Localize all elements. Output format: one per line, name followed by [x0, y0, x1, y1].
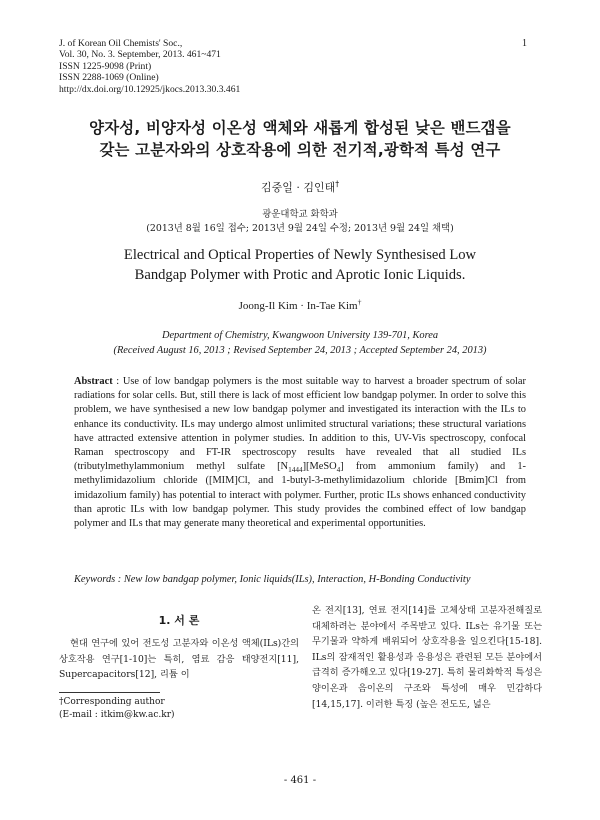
abstract-text-a: : Use of low bandgap polymers is the most suitable way to harvest a broader spectrum of solar radiations for solar cells. But, still there is lack of most efficient low bandgap polymer. In order to solve this problem, we have synthesised a new low bandgap polymer and investigated its interaction with the ILs to enhance its conductivity. ILs may undergo almost unlimited structural variations; these structural variations have attracted extensive attention in polymer studies. In addition to this, UV-Vis spectroscopy, confocal Raman spectroscopy and FT-IR spectroscopy results have revealed that all studied ILs (tributylmethylammonium methyl sulfate [N — [74, 376, 526, 473]
english-affiliation: Department of Chemistry, Kwangwoon University 139-701, Korea — [161, 330, 439, 341]
english-author-names: Joong-Il Kim · In-Tae Kim — [238, 300, 358, 312]
korean-authors — [0, 179, 600, 195]
right-column — [312, 603, 542, 712]
footnote-divider — [59, 692, 160, 693]
abstract-text-c: ] from ammonium family) and 1-methylimidazolium chloride ([MIM]Cl, and 1-butyl-3-methylimidazolium chloride [Bmim]Cl from imidazolium family) has potential to interact with polymer. Further, protic ILs shows enhanced conductivity than aprotic ILs with low bandgap polymer. This study provides the combined effect of low bandgap polymer and ILs that may generate many theoretical and experimental opportunities. — [74, 461, 527, 530]
footnote-email: (E-mail : itkim@kw.ac.kr) — [59, 709, 175, 720]
abstract — [74, 375, 526, 531]
english-title — [0, 245, 600, 285]
page-number-top: 1 — [522, 38, 527, 49]
issn-online: ISSN 2288-1069 (Online) — [59, 72, 159, 84]
abstract-sub-2: 4 — [336, 466, 341, 475]
doi-link[interactable]: http://dx.doi.org/10.12925/jkocs.2013.30.3.461 — [59, 83, 241, 95]
page-footer-number: - 461 - — [283, 775, 317, 786]
footnote-corresponding: †Corresponding author — [59, 696, 165, 707]
left-column — [59, 603, 299, 722]
korean-title — [0, 117, 600, 161]
korean-affiliation: 광운대학교 화학과 — [262, 209, 338, 220]
corresponding-mark-en: † — [357, 297, 362, 307]
english-title-line-1: Electrical and Optical Properties of Newly Synthesised Low — [123, 247, 477, 263]
journal-volume: Vol. 30, No. 3. September, 2013. 461~471 — [59, 49, 221, 61]
korean-title-line-2: 갖는 고분자와의 상호작용에 의한 전기적,광학적 특성 연구 — [99, 141, 501, 159]
abstract-text-b: ][MeSO — [302, 461, 337, 473]
journal-name: J. of Korean Oil Chemists' Soc., — [59, 38, 183, 49]
intro-paragraph: 현대 연구에 있어 전도성 고분자와 이온성 액체(ILs)간의 상호작용 연구[1-10]는 특히, 염료 감응 태양전지[11], Supercapacitors[12], 리튬 이 — [59, 638, 299, 681]
abstract-label: Abstract — [74, 376, 113, 387]
intro-paragraph-continued: 온 전지[13], 연료 전지[14]를 고체상태 고분자전해질로 대체하려는 분야에서 주목받고 있다. ILs는 유기물 또는 무기물과 약하게 배위되어 상호작용을 일으킨다[15-18]. ILs의 잠재적인 활용성과 응용성은 관련된 모든 분야에서 급격히 증가해오고 있다[19-27]. 특히 물리화학적 특성은 양이온과 음이온의 구조와 특성에 매우 민감하다[14,15,17]. 이러한 특징 (높은 전도도, 넓은 — [312, 605, 542, 710]
korean-dates: (2013년 8월 16일 접수; 2013년 9월 24일 수정; 2013년 9월 24일 채택) — [146, 223, 454, 234]
english-title-line-2: Bandgap Polymer with Protic and Aprotic Ionic Liquids. — [134, 267, 466, 283]
section-heading-introduction: 1. 서 론 — [158, 614, 200, 627]
english-dates: (Received August 16, 2013 ; Revised September 24, 2013 ; Accepted September 24, 2013) — [113, 345, 487, 356]
korean-title-line-1: 양자성, 비양자성 이온성 액체와 새롭게 합성된 낮은 밴드갭을 — [89, 119, 511, 137]
korean-author-names: 김중일 · 김인태 — [260, 181, 336, 194]
keywords: Keywords : New low bandgap polymer, Ionic liquids(ILs), Interaction, H-Bonding Conductivity — [74, 574, 471, 585]
issn-print: ISSN 1225-9098 (Print) — [59, 60, 152, 72]
english-authors — [0, 297, 600, 312]
journal-header — [59, 38, 529, 95]
corresponding-mark: † — [335, 179, 340, 189]
abstract-sub-1: 1444 — [288, 466, 303, 475]
